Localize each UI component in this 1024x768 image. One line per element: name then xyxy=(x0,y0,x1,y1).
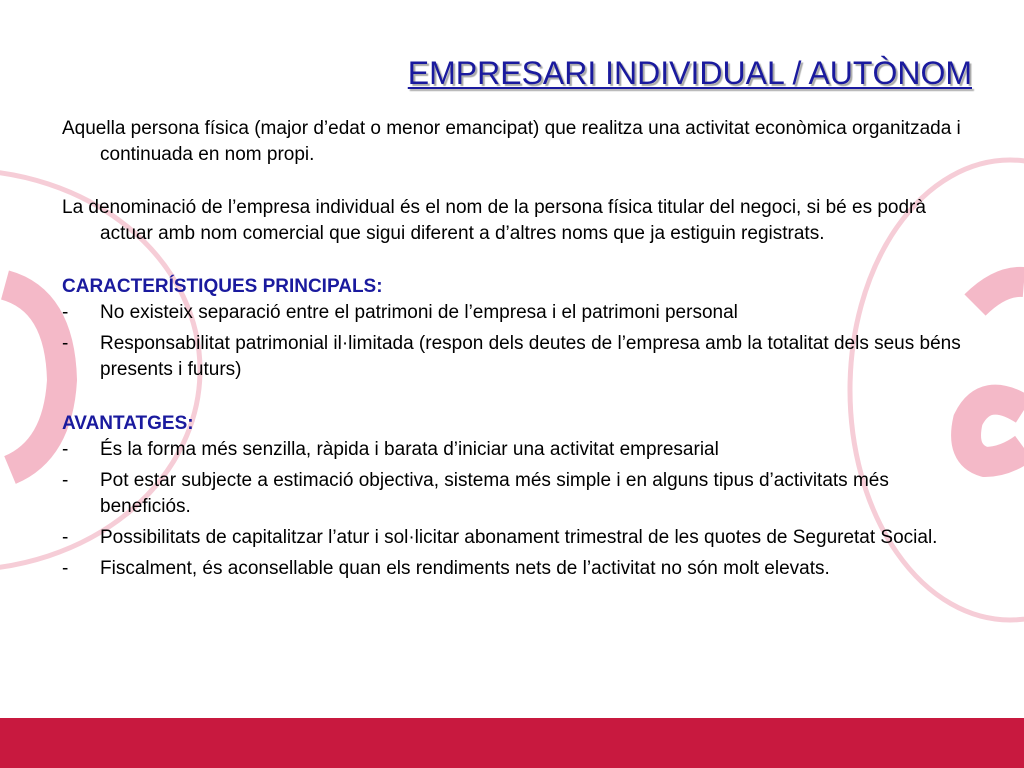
slide-title: EMPRESARI INDIVIDUAL / AUTÒNOM xyxy=(407,55,972,91)
list-item xyxy=(62,525,962,551)
bottom-accent-bar xyxy=(0,718,1024,768)
slide-content xyxy=(62,116,962,587)
heading-caracteristiques: CARACTERÍSTIQUES PRINCIPALS: xyxy=(62,276,383,297)
bullet-dash: - xyxy=(62,527,69,548)
heading-avantatges: AVANTATGES: xyxy=(62,413,194,434)
list-item xyxy=(62,437,962,463)
bullet-dash: - xyxy=(62,302,69,323)
list-item-text: És la forma més senzilla, ràpida i barata d’iniciar una activitat empresarial xyxy=(100,439,719,460)
list-item xyxy=(62,300,962,326)
decor-glyph-right xyxy=(966,282,1024,462)
bullet-dash: - xyxy=(62,333,69,354)
bullet-dash: - xyxy=(62,470,69,491)
list-item xyxy=(62,331,962,383)
list-item-text: No existeix separació entre el patrimoni de l’empresa i el patrimoni personal xyxy=(100,302,738,323)
paragraph-denomination: La denominació de l’empresa individual és el nom de la persona física titular del negoci, si bé es podrà actuar amb nom comercial que sigui diferent a d’altres noms que ja estiguin registrats. xyxy=(62,197,926,244)
list-item-text: Pot estar subjecte a estimació objectiva, sistema més simple i en alguns tipus d’activitats més beneficiós. xyxy=(100,470,889,517)
list-item xyxy=(62,468,962,520)
list-item-text: Possibilitats de capitalitzar l’atur i sol·licitar abonament trimestral de les quotes de Seguretat Social. xyxy=(100,527,938,548)
decor-glyph-left xyxy=(5,285,62,470)
paragraph-definition: Aquella persona física (major d’edat o menor emancipat) que realitza una activitat econòmica organitzada i continuada en nom propi. xyxy=(62,118,961,165)
bullet-dash: - xyxy=(62,558,69,579)
bullet-dash: - xyxy=(62,439,69,460)
list-item xyxy=(62,556,962,582)
list-item-text: Responsabilitat patrimonial il·limitada (respon dels deutes de l’empresa amb la totalitat dels seus béns presents i futurs) xyxy=(100,333,961,380)
list-item-text: Fiscalment, és aconsellable quan els rendiments nets de l’activitat no són molt elevats. xyxy=(100,558,830,579)
